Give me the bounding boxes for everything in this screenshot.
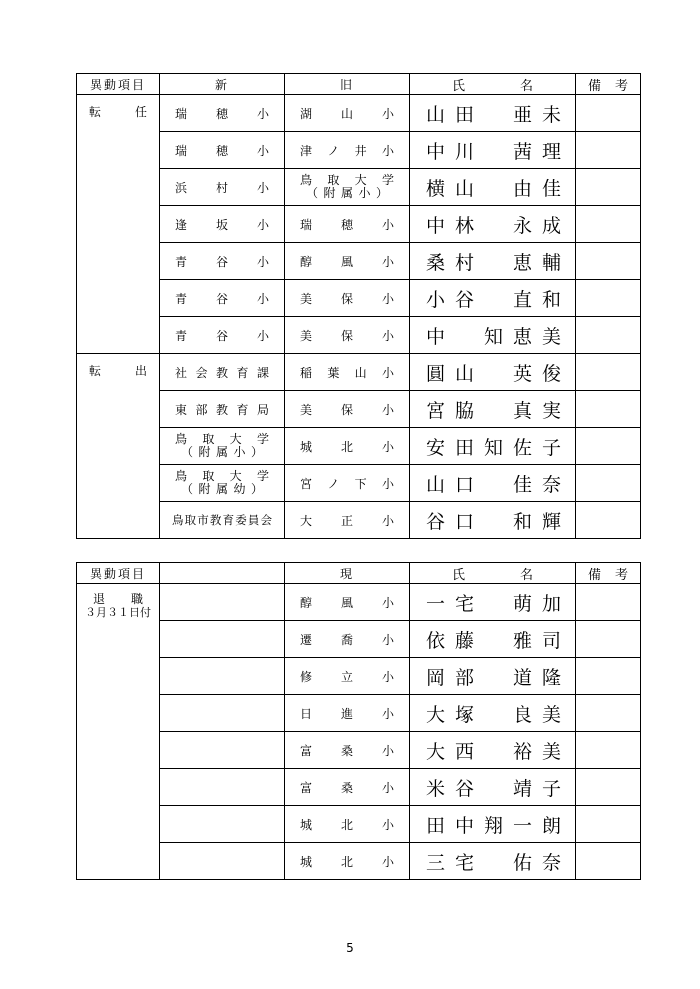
note-cell <box>576 317 641 354</box>
header-category: 異動項目 <box>77 563 160 584</box>
old-school: 美 保 小 <box>285 391 410 428</box>
old-school: 湖 山 小 <box>285 95 410 132</box>
person-name: 依藤 雅司 <box>410 621 576 658</box>
table-row <box>77 169 641 206</box>
old-school: 瑞 穂 小 <box>285 206 410 243</box>
person-name: 横山 由佳 <box>410 169 576 206</box>
person-name: 圓山 英俊 <box>410 354 576 391</box>
person-name: 米谷 靖子 <box>410 769 576 806</box>
header-blank <box>160 563 285 584</box>
note-cell <box>576 132 641 169</box>
current-school: 富 桑 小 <box>285 732 410 769</box>
note-cell <box>576 280 641 317</box>
current-school: 城 北 小 <box>285 843 410 880</box>
retirement-date: ３月３１日付 <box>85 606 151 619</box>
table-row <box>77 806 641 843</box>
person-name: 山口 佳奈 <box>410 465 576 502</box>
current-school: 修 立 小 <box>285 658 410 695</box>
header-note: 備 考 <box>576 563 641 584</box>
blank-cell <box>160 806 285 843</box>
person-name: 宮脇 真実 <box>410 391 576 428</box>
header-category: 異動項目 <box>77 74 160 95</box>
header-current: 現 <box>285 563 410 584</box>
category-retirement: 退 職 ３月３１日付 <box>77 584 160 880</box>
note-cell <box>576 769 641 806</box>
table-row <box>77 391 641 428</box>
current-school: 醇 風 小 <box>285 584 410 621</box>
table-row <box>77 732 641 769</box>
new-school: 逢 坂 小 <box>160 206 285 243</box>
transfer-table <box>76 73 641 539</box>
old-school: 宮ノ下小 <box>285 465 410 502</box>
table-row <box>77 95 641 132</box>
person-name: 三宅 佑奈 <box>410 843 576 880</box>
header-name: 氏 名 <box>410 563 576 584</box>
person-name: 中川 茜理 <box>410 132 576 169</box>
blank-cell <box>160 732 285 769</box>
person-name: 山田 亜未 <box>410 95 576 132</box>
note-cell <box>576 584 641 621</box>
new-school: 浜 村 小 <box>160 169 285 206</box>
table-row <box>77 354 641 391</box>
current-school: 城 北 小 <box>285 806 410 843</box>
person-name: 中林 永成 <box>410 206 576 243</box>
new-school: 瑞 穂 小 <box>160 132 285 169</box>
note-cell <box>576 391 641 428</box>
new-school: 鳥取大学 （附属幼） <box>160 465 285 502</box>
header-note: 備 考 <box>576 74 641 95</box>
table-row <box>77 317 641 354</box>
person-name: 大西 裕美 <box>410 732 576 769</box>
table-row <box>77 206 641 243</box>
person-name: 中 知恵美 <box>410 317 576 354</box>
current-school: 遷 喬 小 <box>285 621 410 658</box>
note-cell <box>576 465 641 502</box>
old-school: 城 北 小 <box>285 428 410 465</box>
current-school: 日 進 小 <box>285 695 410 732</box>
new-school: 青 谷 小 <box>160 317 285 354</box>
category-transfer-out: 転 出 <box>77 354 160 539</box>
person-name: 大塚 良美 <box>410 695 576 732</box>
table-row <box>77 658 641 695</box>
blank-cell <box>160 843 285 880</box>
new-school: 鳥取市教育委員会 <box>160 502 285 539</box>
blank-cell <box>160 584 285 621</box>
old-school: 美 保 小 <box>285 280 410 317</box>
note-cell <box>576 732 641 769</box>
table-row <box>77 280 641 317</box>
person-name: 一宅 萌加 <box>410 584 576 621</box>
blank-cell <box>160 769 285 806</box>
table-row <box>77 243 641 280</box>
note-cell <box>576 95 641 132</box>
new-school: 鳥取大学 （附属小） <box>160 428 285 465</box>
note-cell <box>576 843 641 880</box>
category-transfer: 転 任 <box>77 95 160 354</box>
person-name: 安田知佐子 <box>410 428 576 465</box>
header-name: 氏 名 <box>410 74 576 95</box>
retirement-table <box>76 562 641 880</box>
blank-cell <box>160 621 285 658</box>
new-school: 社会教育課 <box>160 354 285 391</box>
note-cell <box>576 621 641 658</box>
header-new: 新 <box>160 74 285 95</box>
table-header <box>77 74 641 95</box>
new-school: 東部教育局 <box>160 391 285 428</box>
person-name: 谷口 和輝 <box>410 502 576 539</box>
person-name: 小谷 直和 <box>410 280 576 317</box>
header-old: 旧 <box>285 74 410 95</box>
person-name: 岡部 道隆 <box>410 658 576 695</box>
old-school: 稲葉山小 <box>285 354 410 391</box>
note-cell <box>576 354 641 391</box>
old-school: 大 正 小 <box>285 502 410 539</box>
old-school: 醇 風 小 <box>285 243 410 280</box>
person-name: 田中翔一朗 <box>410 806 576 843</box>
note-cell <box>576 658 641 695</box>
current-school: 富 桑 小 <box>285 769 410 806</box>
blank-cell <box>160 695 285 732</box>
table-header <box>77 563 641 584</box>
note-cell <box>576 243 641 280</box>
note-cell <box>576 695 641 732</box>
table-row <box>77 502 641 539</box>
new-school: 瑞 穂 小 <box>160 95 285 132</box>
table-row <box>77 621 641 658</box>
new-school: 青 谷 小 <box>160 243 285 280</box>
note-cell <box>576 502 641 539</box>
old-school: 津ノ井小 <box>285 132 410 169</box>
note-cell <box>576 169 641 206</box>
table-row <box>77 843 641 880</box>
table-row <box>77 132 641 169</box>
table-row <box>77 584 641 621</box>
note-cell <box>576 806 641 843</box>
table-row <box>77 465 641 502</box>
person-name: 桑村 恵輔 <box>410 243 576 280</box>
note-cell <box>576 206 641 243</box>
table-row <box>77 769 641 806</box>
old-school: 鳥取大学 （附属小） <box>285 169 410 206</box>
old-school: 美 保 小 <box>285 317 410 354</box>
table-row <box>77 695 641 732</box>
table-row <box>77 428 641 465</box>
note-cell <box>576 428 641 465</box>
page-number: 5 <box>346 941 354 955</box>
blank-cell <box>160 658 285 695</box>
new-school: 青 谷 小 <box>160 280 285 317</box>
